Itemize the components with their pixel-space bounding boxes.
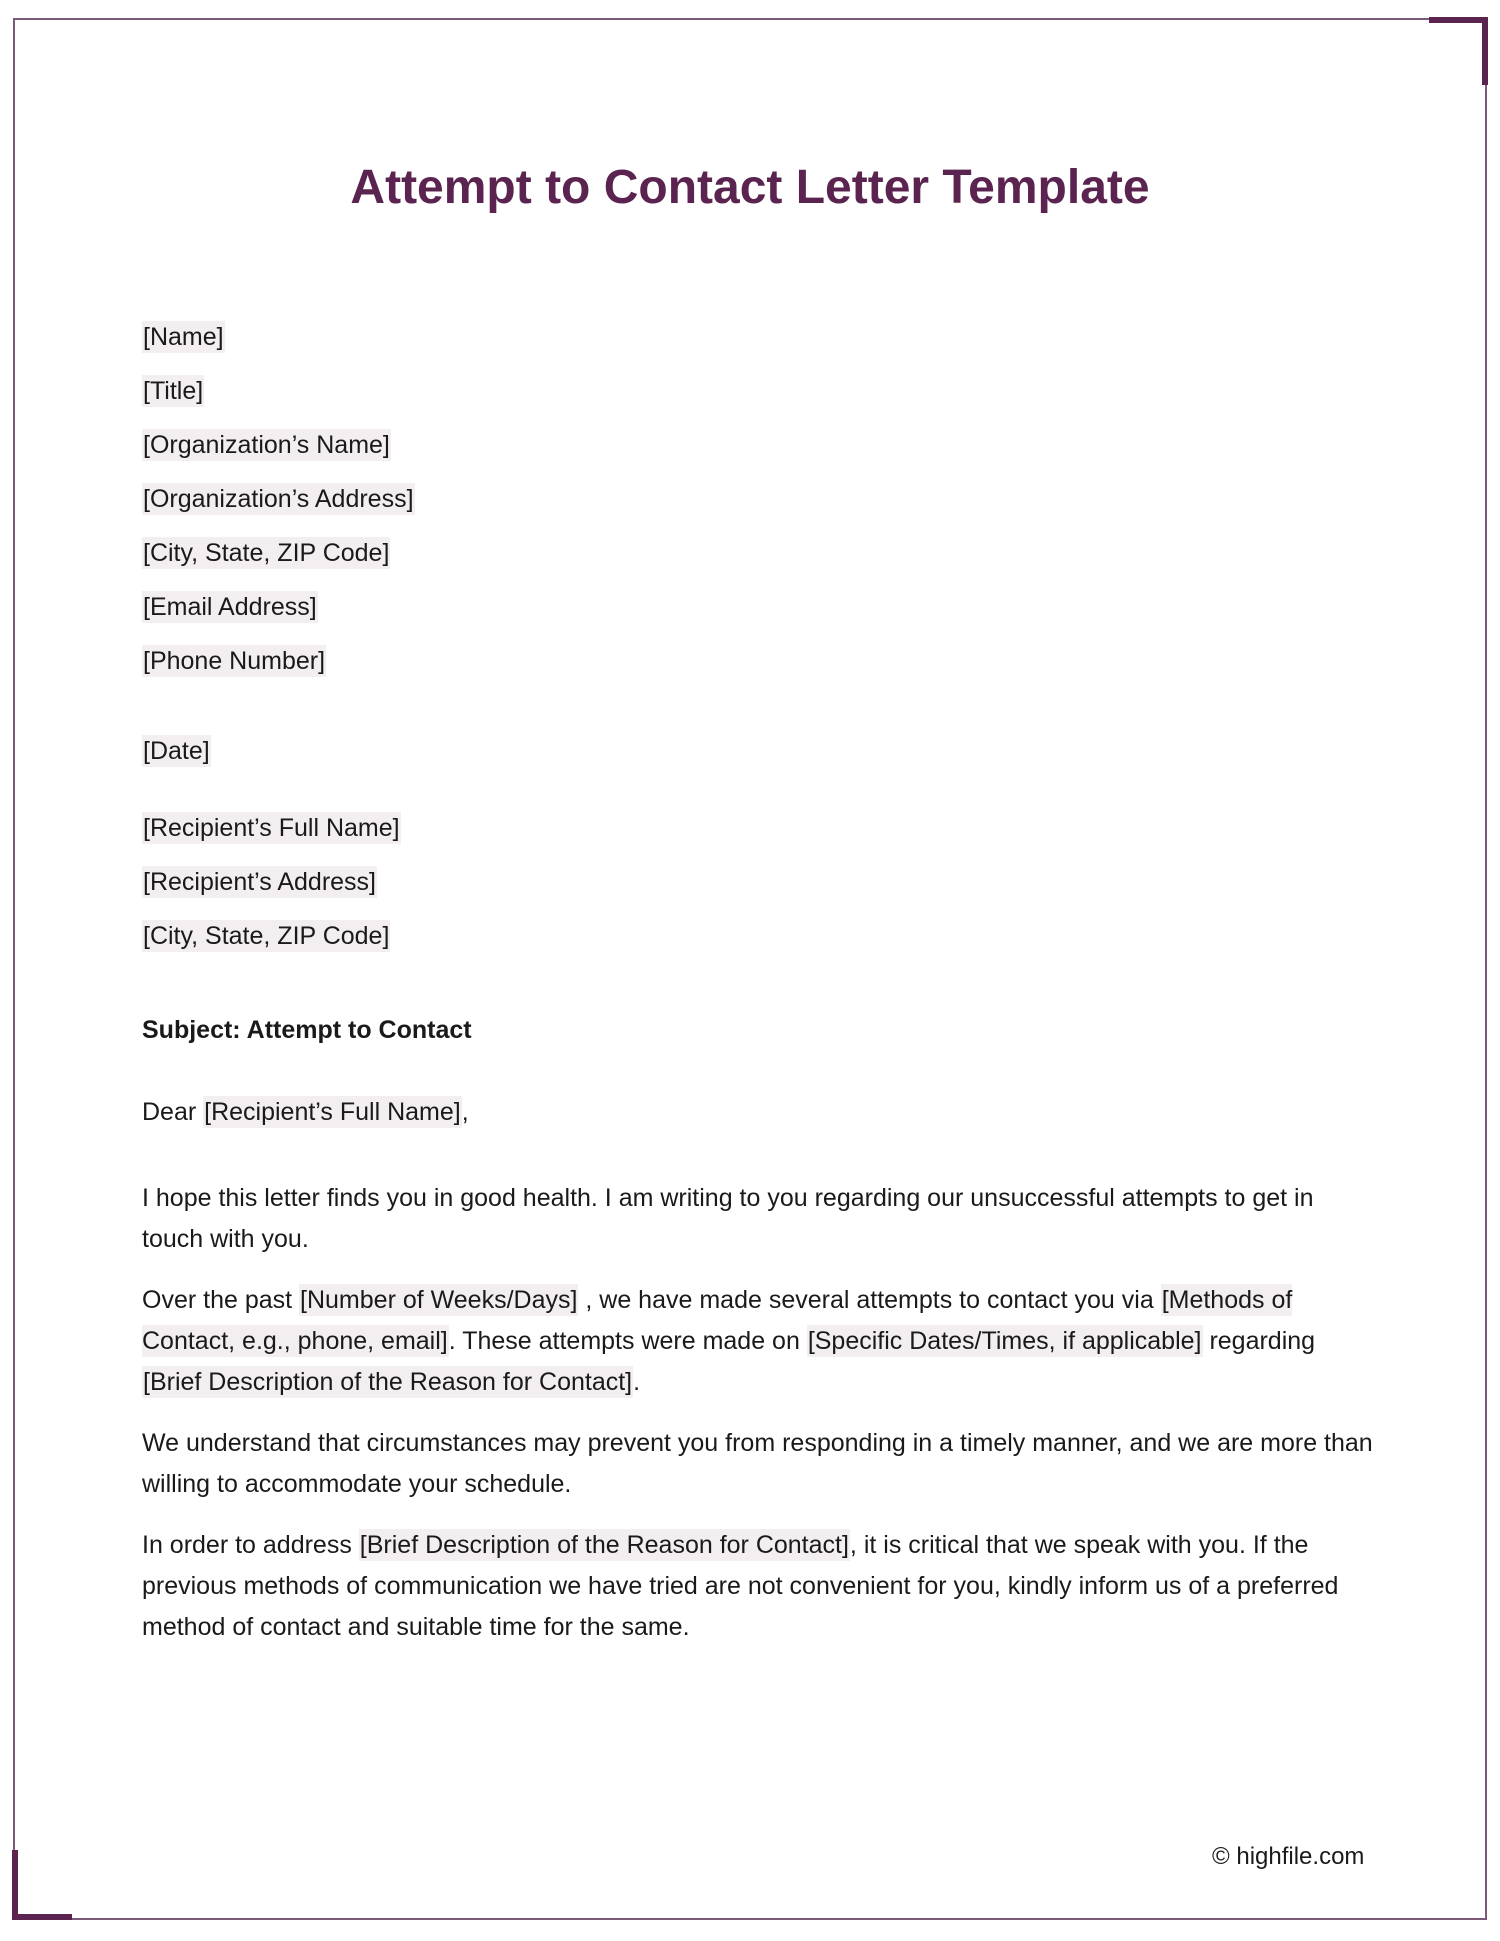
- sender-phone: [142, 644, 326, 678]
- placeholder: [Number of Weeks/Days]: [300, 1286, 578, 1314]
- text: .: [633, 1368, 641, 1396]
- placeholder: [Recipient’s Full Name]: [204, 1098, 461, 1126]
- placeholder: [Phone Number]: [143, 647, 326, 675]
- placeholder: [City, State, ZIP Code]: [143, 539, 390, 567]
- placeholder: [Email Address]: [143, 593, 317, 621]
- sender-name: [142, 320, 225, 354]
- sender-email: [142, 590, 318, 624]
- text: regarding: [1202, 1327, 1316, 1355]
- text: , it is critical that we speak with you. If the previous methods of communication we have tried are not convenient for you, kindly inform us of a preferred method of contact and suitable time for the same.: [142, 1531, 1339, 1641]
- letter-date: [142, 734, 211, 768]
- corner-accent-bottom-left: [12, 1850, 18, 1920]
- corner-accent-top-right: [1429, 17, 1488, 23]
- sender-organization-address: [142, 482, 415, 516]
- text: . These attempts were made on: [448, 1327, 807, 1355]
- subject-line: Subject: Attempt to Contact: [142, 1016, 472, 1044]
- page-title: Attempt to Contact Letter Template: [350, 161, 1150, 214]
- salutation-suffix: ,: [461, 1098, 469, 1126]
- placeholder: [Organization’s Address]: [143, 485, 414, 513]
- paragraph-1: I hope this letter finds you in good health. I am writing to you regarding our unsuccessful attempts to get in touch with you.: [142, 1184, 1314, 1253]
- paragraph-2: [142, 1280, 1377, 1403]
- placeholder: [Recipient’s Full Name]: [143, 814, 400, 842]
- corner-accent-bottom-left-horizontal: [12, 1914, 72, 1920]
- sender-organization-name: [142, 428, 391, 462]
- placeholder: [Recipient’s Address]: [143, 868, 376, 896]
- placeholder: [Name]: [143, 323, 224, 351]
- placeholder: [Methods of Contact, e.g., phone, email]: [142, 1286, 1293, 1355]
- placeholder: [Specific Dates/Times, if applicable]: [807, 1327, 1202, 1355]
- recipient-city-state-zip: [142, 919, 390, 953]
- sender-city-state-zip: [142, 536, 390, 570]
- corner-accent-top-right-vertical: [1482, 17, 1488, 85]
- paragraph-4: [142, 1525, 1377, 1648]
- placeholder: [Brief Description of the Reason for Contact]: [143, 1368, 633, 1396]
- placeholder: [Brief Description of the Reason for Contact]: [359, 1531, 849, 1559]
- text: Over the past: [142, 1286, 300, 1314]
- text: In order to address: [142, 1531, 359, 1559]
- recipient-address: [142, 865, 377, 899]
- placeholder: [City, State, ZIP Code]: [143, 922, 390, 950]
- salutation-prefix: Dear: [142, 1098, 204, 1126]
- placeholder: [Organization’s Name]: [143, 431, 390, 459]
- placeholder: [Title]: [143, 377, 204, 405]
- placeholder: [Date]: [143, 737, 210, 765]
- sender-title: [142, 374, 204, 408]
- copyright-footer: © highfile.com: [1212, 1843, 1365, 1870]
- salutation: [142, 1095, 469, 1129]
- recipient-full-name: [142, 811, 401, 845]
- paragraph-3: We understand that circumstances may prevent you from responding in a timely manner, and we are more than willing to accommodate your schedule.: [142, 1429, 1373, 1498]
- text: , we have made several attempts to contact you via: [578, 1286, 1161, 1314]
